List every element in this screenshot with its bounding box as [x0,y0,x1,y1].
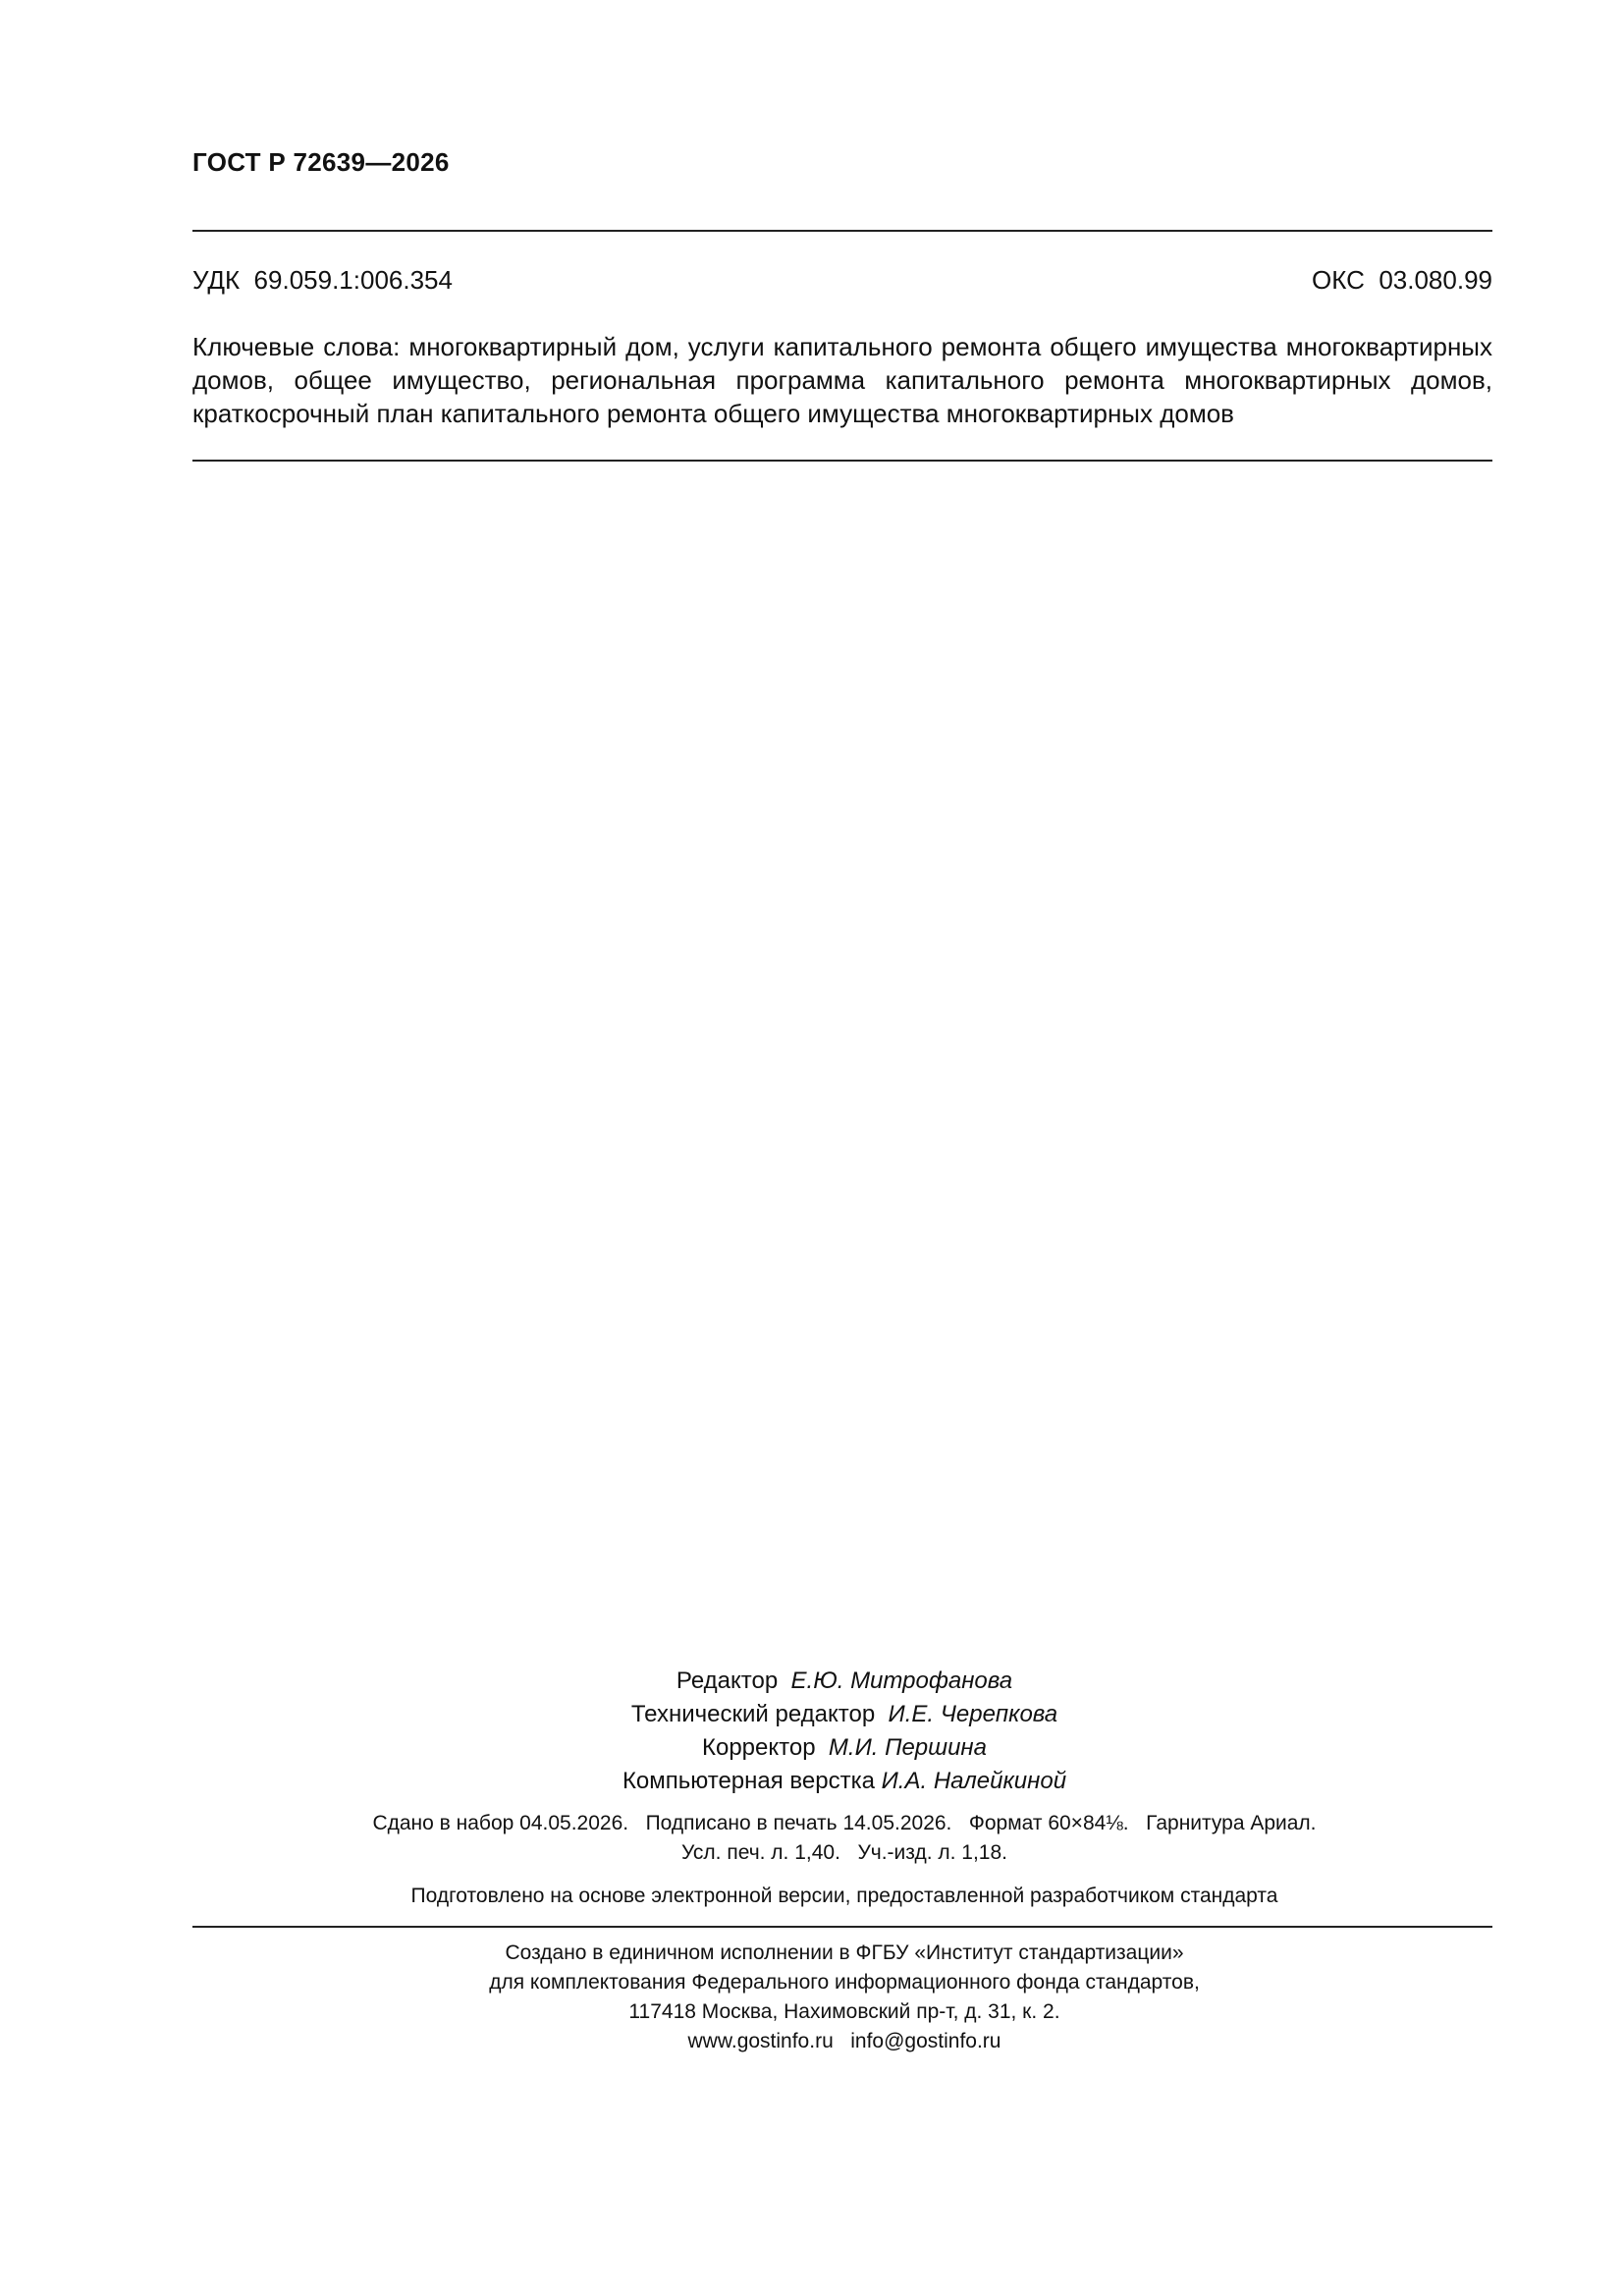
publisher-block [0,1939,1623,2056]
publisher-divider [192,1926,1492,1928]
credit-name: И.Е. Черепкова [888,1701,1058,1727]
credit-tech-editor [0,1698,1623,1731]
standard-code: ГОСТ Р 72639—2026 [192,147,450,177]
publisher-line: 117418 Москва, Нахимовский пр-т, д. 31, к. 2. [628,2000,1060,2023]
classification-codes [192,265,1492,296]
top-divider [192,230,1492,232]
print-info-line: Усл. печ. л. 1,40. Уч.-изд. л. 1,18. [680,1841,1007,1864]
credit-role: Компьютерная верстка [622,1768,875,1794]
udk-code: УДК 69.059.1:006.354 [192,265,453,295]
keywords-paragraph: Ключевые слова: многоквартирный дом, услуги капитального ремонта общего имущества многоквартирных домов, общее имущество, региональная программа капитального ремонта многоквартирных домов, краткосрочный план капитального ремонта общего имущества многоквартирных домов [192,332,1492,428]
credit-layout [0,1765,1623,1798]
publisher-line: для комплектования Федерального информационного фонда стандартов, [489,1971,1200,1994]
credit-name: И.А. Налейкиной [881,1768,1067,1794]
prepared-note: Подготовлено на основе электронной версии, предоставленной разработчиком стандарта [410,1885,1278,1907]
credits-block [0,1665,1623,1798]
credit-name: Е.Ю. Митрофанова [790,1667,1013,1694]
publisher-line: Создано в единичном исполнении в ФГБУ «Институт стандартизации» [505,1941,1184,1964]
credit-role: Корректор [702,1734,816,1761]
credit-editor [0,1665,1623,1698]
publisher-contacts: www.gostinfo.ru info@gostinfo.ru [687,2030,1001,2052]
credit-name: М.И. Першина [828,1734,987,1761]
credit-role: Технический редактор [630,1701,876,1727]
print-info [0,1809,1623,1868]
print-info-line: Сдано в набор 04.05.2026. Подписано в печать 14.05.2026. Формат 60×84⅛. Гарнитура Ариал. [372,1812,1317,1834]
credit-role: Редактор [676,1667,779,1694]
keywords-divider [192,460,1492,462]
credit-proofreader [0,1731,1623,1765]
oks-code: ОКС 03.080.99 [1312,265,1492,295]
